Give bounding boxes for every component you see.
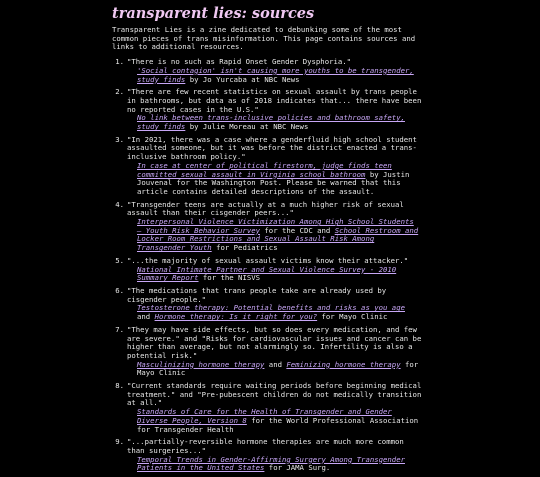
list-item-number: 6. (115, 285, 124, 295)
list-item-number: 9. (115, 437, 124, 447)
source-link[interactable]: Masculinizing hormone therapy (137, 359, 265, 369)
source-text: for Mayo Clinic (317, 312, 388, 322)
list-item-body (127, 438, 422, 473)
list-item-body (127, 287, 422, 322)
source-citation (127, 456, 422, 473)
source-citation (127, 114, 422, 131)
claim-quote: "The medications that trans people take are already used by cisgender people." (127, 285, 387, 304)
claim-quote: "They may have side effects, but so does every medication, and few are severe." and "Risks for cardiovascular issues and cancer can be higher than average, but not alarmingly so. Infertility is also a potential risk." (127, 324, 422, 360)
source-link[interactable]: No link between trans-inclusive policies and bathroom safety, study finds (137, 113, 405, 132)
source-text: by Jo Yurcaba at NBC News (185, 74, 300, 84)
source-citation (127, 408, 422, 434)
list-item-body (127, 201, 422, 253)
source-link[interactable]: Feminizing hormone therapy (286, 359, 401, 369)
list-item-number: 2. (115, 87, 124, 97)
list-item (112, 88, 422, 132)
list-item (112, 287, 422, 322)
intro-paragraph: Transparent Lies is a zine dedicated to debunking some of the most common pieces of trans misinformation. This page contains sources and links to additional resources. (112, 25, 416, 52)
list-item (112, 136, 422, 197)
list-item-body (127, 257, 422, 283)
source-text: for the NISVS (198, 273, 261, 283)
source-link[interactable]: 'Social contagion' isn't causing more youths to be transgender, study finds (137, 65, 414, 84)
list-item-body (127, 136, 422, 197)
claim-quote: "...the majority of sexual assault victims know their attacker." (127, 255, 409, 265)
list-item (112, 326, 422, 378)
claim-quote: "Current standards require waiting periods before beginning medical treatment." and "Pre-pubescent children do not medically transition at all." (127, 381, 422, 408)
list-item-body (127, 88, 422, 132)
source-link[interactable]: Hormone therapy: Is it right for you? (154, 312, 318, 322)
list-item-number: 1. (115, 57, 124, 67)
list-item (112, 58, 422, 84)
list-item-number: 5. (115, 255, 124, 265)
source-link[interactable]: In case at center of political firestorm, judge finds teen committed sexual assault in Virginia school bathroom (137, 160, 392, 179)
source-text: and (264, 359, 287, 369)
source-text: by Julie Moreau at NBC News (185, 122, 309, 132)
source-link[interactable]: Testosterone therapy: Potential benefits and risks as you age (137, 303, 405, 313)
source-text: for the CDC and (260, 225, 335, 235)
page-content (112, 6, 422, 477)
list-item-number: 4. (115, 199, 124, 209)
source-link[interactable]: National Intimate Partner and Sexual Violence Survey - 2010 Summary Report (137, 264, 397, 283)
source-text: for the World Professional Association for Transgender Health (137, 415, 419, 434)
claim-quote: "There are few recent statistics on sexual assault by trans people in bathrooms, but data as of 2018 indicates that... there have been no reported cases in the U.S." (127, 87, 422, 114)
list-item (112, 201, 422, 253)
claim-quote: "...partially-reversible hormone therapies are much more common than surgeries..." (127, 437, 404, 455)
list-item (112, 257, 422, 283)
source-link[interactable]: Temporal Trends in Gender-Affirming Surgery Among Transgender Patients in the United States (137, 454, 405, 473)
list-item-number: 8. (115, 381, 124, 391)
claim-quote: "Transgender teens are actually at a much higher risk of sexual assault than their cisgender peers..." (127, 199, 404, 218)
source-citation (127, 304, 422, 321)
source-citation (127, 361, 422, 378)
page-title: transparent lies: sources (112, 5, 315, 22)
list-item-body (127, 58, 422, 84)
source-link[interactable]: Standards of Care for the Health of Transgender and Gender Diverse People, Version 8 (137, 407, 392, 425)
source-link[interactable]: Interpersonal Violence Victimization Among High School Students — Youth Risk Behavior Survey (137, 217, 414, 235)
source-citation (127, 162, 422, 197)
source-link[interactable]: School Restroom and Locker Room Restrictions and Sexual Assault Risk Among Transgender Youth (137, 225, 419, 253)
sources-list (112, 58, 422, 473)
claim-quote: "In 2021, there was a case where a genderfluid high school student assaulted someone, but it was before the district enacted a trans-inclusive bathroom policy." (127, 134, 417, 162)
list-item-number: 3. (115, 134, 124, 144)
list-item (112, 382, 422, 434)
source-citation (127, 266, 422, 283)
source-text: for Mayo Clinic (137, 359, 419, 378)
list-item (112, 438, 422, 473)
source-citation (127, 218, 422, 253)
source-text: for JAMA Surg. (264, 463, 331, 473)
list-item-body (127, 382, 422, 434)
source-text: and (137, 312, 155, 322)
list-item-number: 7. (115, 324, 124, 334)
source-citation (127, 67, 422, 84)
claim-quote: "There is no such as Rapid Onset Gender Dysphoria." (127, 57, 352, 67)
source-text: by Justin Jouvenal for the Washington Post. Please be warned that this article contains detailed descriptions of the assault. (137, 169, 410, 196)
list-item-body (127, 326, 422, 378)
source-text: for Pediatrics (211, 243, 278, 253)
